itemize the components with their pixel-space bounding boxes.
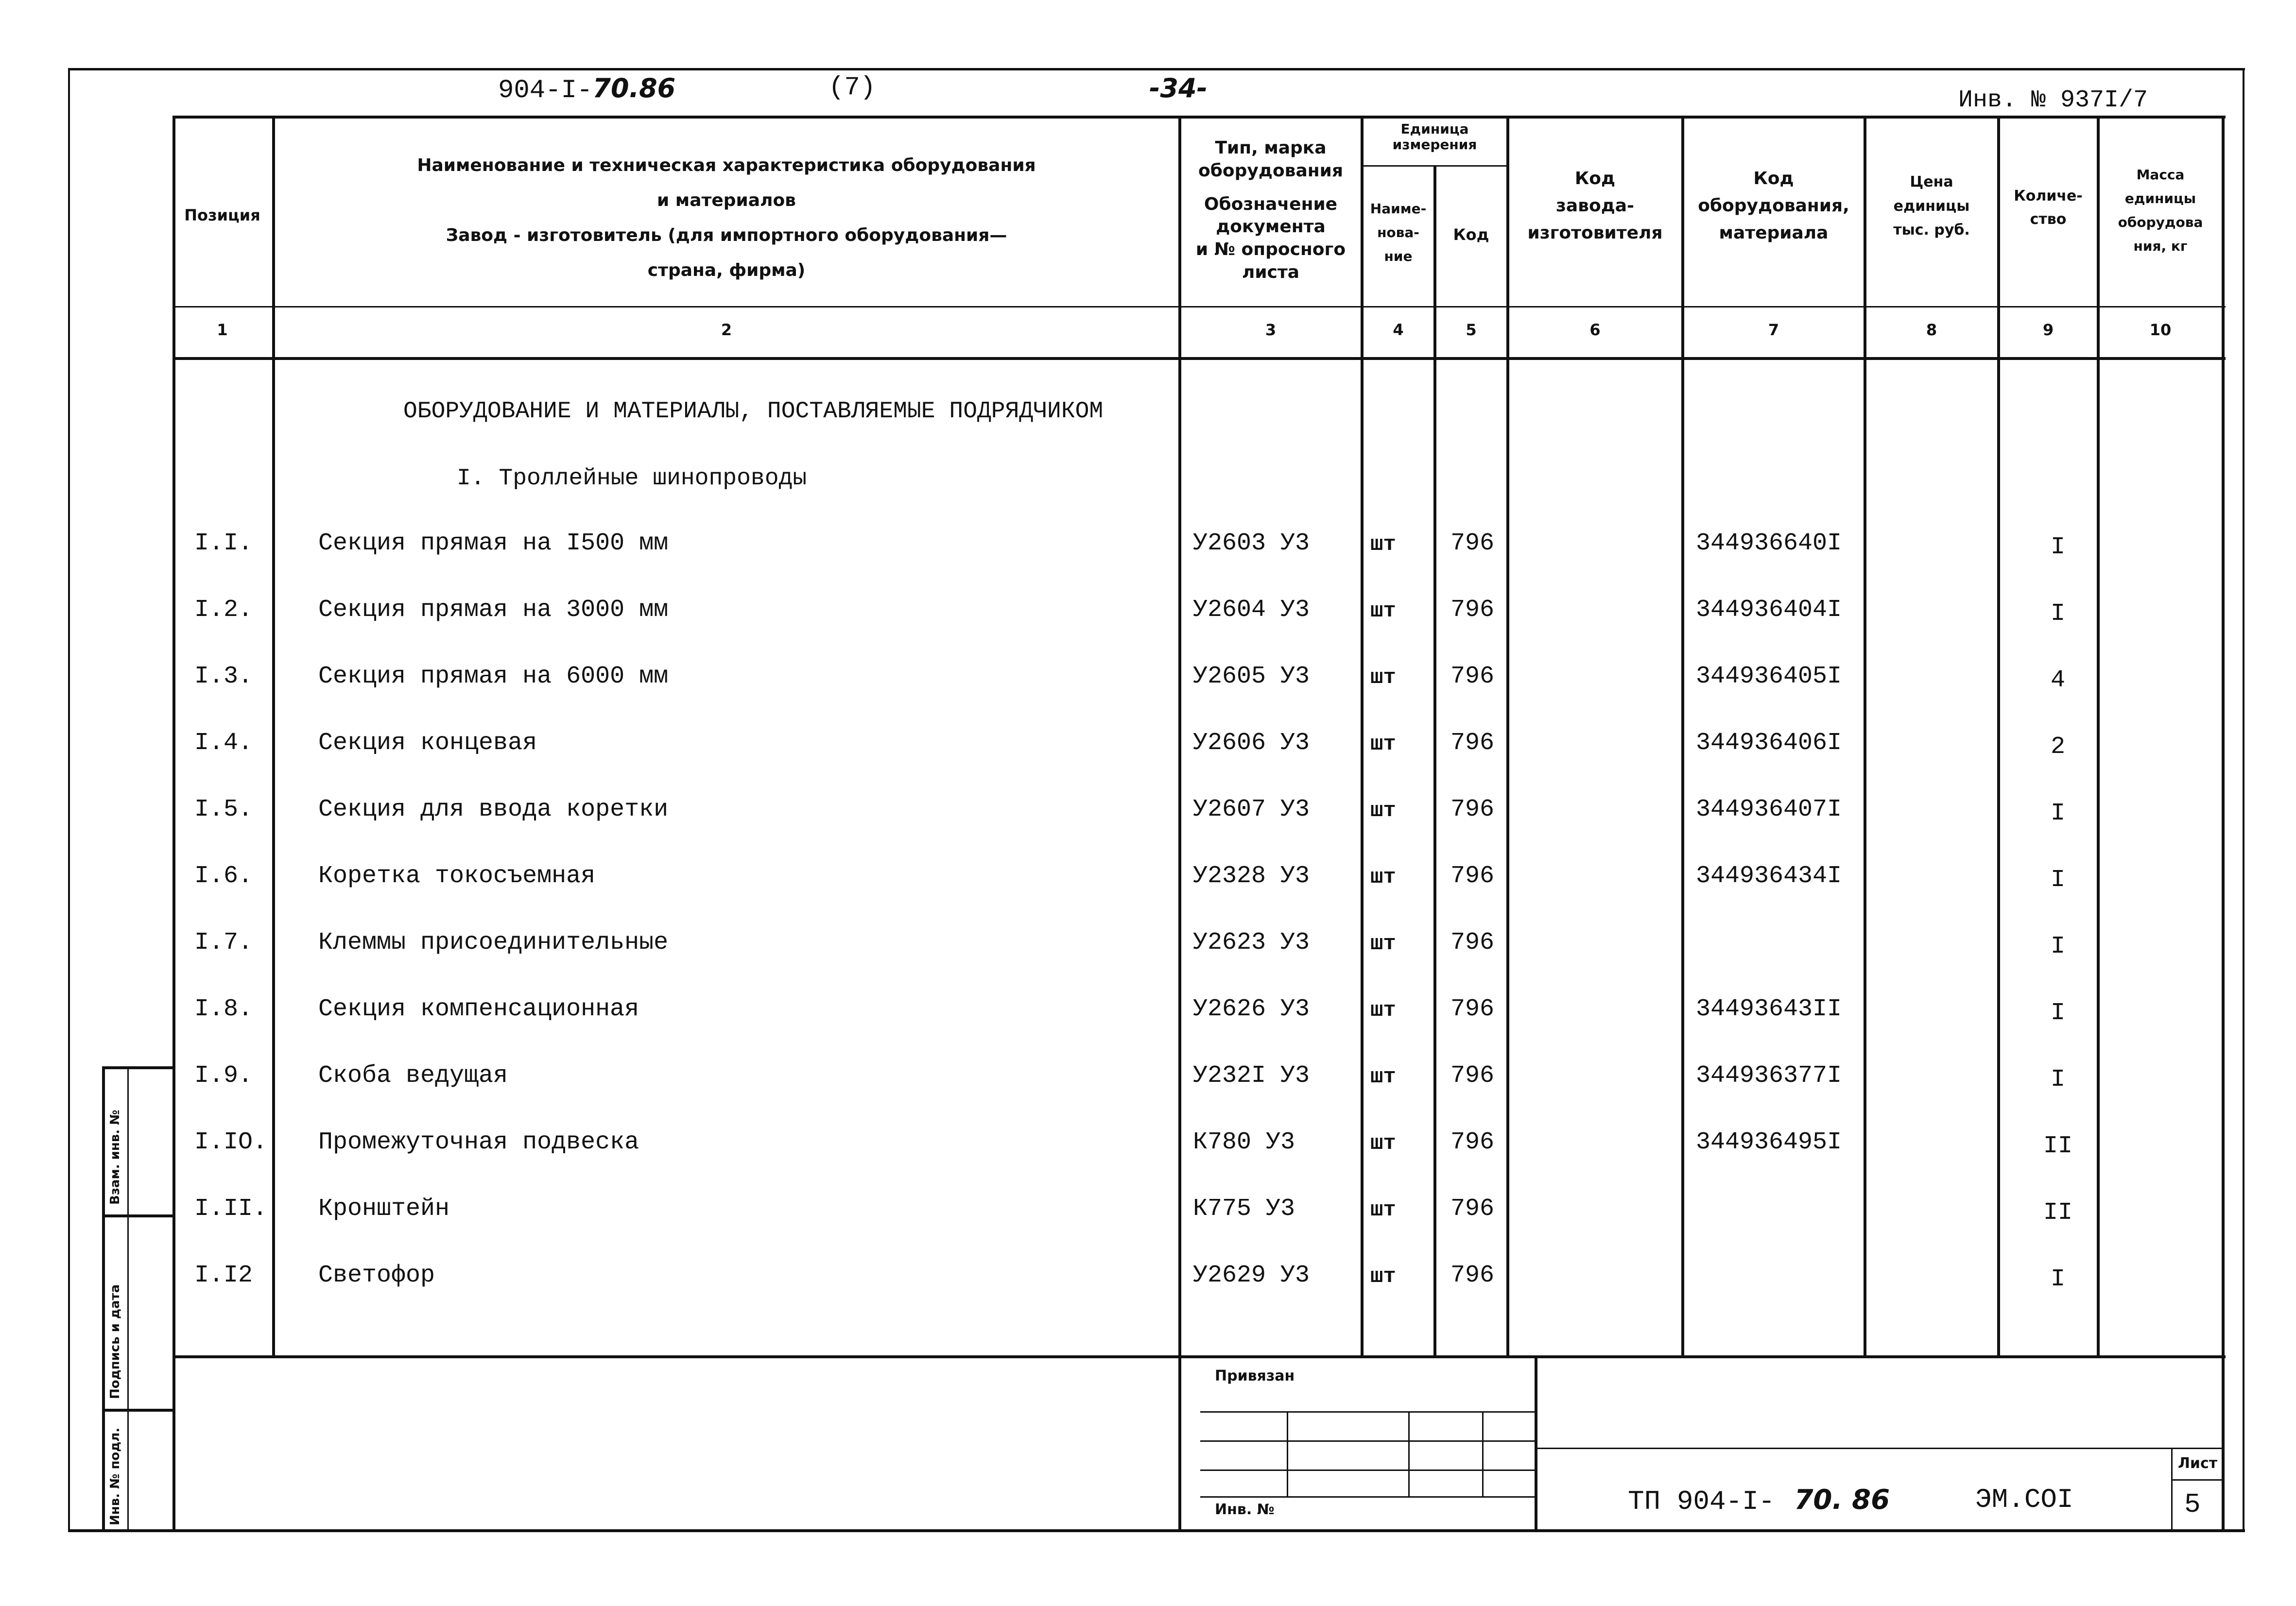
top-border [68, 68, 2245, 70]
colnum-1: 1 [217, 321, 228, 339]
header-material-code [1684, 165, 1864, 246]
header-name-line4: страна, фирма) [647, 260, 806, 280]
col-factorycode-left [1506, 116, 1509, 1358]
row-material-code: 344936406I [1696, 729, 1842, 757]
header-unit-name [1363, 197, 1433, 268]
header-qty-line1: Количе- [2014, 188, 2083, 205]
row-unit: шт [1370, 1264, 1396, 1289]
row-name: Секция прямая на 3000 мм [318, 596, 669, 624]
frame-right-line [2243, 68, 2244, 1531]
row-unit-code: 796 [1450, 862, 1495, 890]
row-material-code: 344936495I [1696, 1128, 1842, 1156]
doc-code-prefix: 904-I- [498, 76, 593, 105]
header-price-line1: Цена [1910, 173, 1953, 190]
colnum-4: 4 [1393, 321, 1404, 339]
row-unit-code: 796 [1450, 663, 1495, 690]
row-material-code: 344936640I [1696, 530, 1842, 557]
header-factory-line3: изготовителя [1527, 222, 1663, 243]
stamp-line-2 [1200, 1440, 1535, 1442]
header-unit-name-line1: Наиме- [1370, 201, 1427, 217]
header-type-line6: листа [1242, 262, 1300, 282]
row-unit: шт [1370, 666, 1396, 690]
stamp-privyazan: Привязан [1215, 1367, 1295, 1384]
row-position: I.I2 [194, 1262, 253, 1289]
row-position: I.I. [194, 530, 253, 557]
title-block-line [1536, 1448, 2222, 1449]
colnum-bottom-line [173, 357, 2226, 360]
colnum-10: 10 [2149, 321, 2172, 339]
row-unit-code: 796 [1450, 796, 1495, 823]
row-unit-code: 796 [1450, 1128, 1495, 1156]
colnum-6: 6 [1589, 321, 1601, 339]
stamp-vline-2 [1408, 1411, 1410, 1496]
row-type: У2623 У3 [1193, 929, 1310, 957]
row-material-code: 344936405I [1696, 663, 1842, 690]
sidebar-signature-date: Подпись и дата [108, 1284, 122, 1399]
row-unit: шт [1370, 799, 1396, 823]
row-name: Секция прямая на I500 мм [318, 530, 669, 557]
header-type [1181, 137, 1361, 284]
header-position: Позиция [184, 206, 260, 224]
row-quantity: I [2050, 800, 2065, 827]
row-unit: шт [1370, 532, 1396, 557]
row-position: I.9. [194, 1062, 253, 1090]
row-unit: шт [1370, 1065, 1396, 1089]
body-bottom-line [173, 1355, 2226, 1358]
row-quantity: I [2050, 1066, 2065, 1093]
row-position: I.5. [194, 796, 253, 823]
paren-number: (7) [829, 73, 876, 103]
header-price [1866, 170, 1997, 242]
row-type: У2626 У3 [1193, 995, 1310, 1023]
stamp-inv-no: Инв. № [1215, 1501, 1275, 1518]
row-quantity: 2 [2050, 733, 2065, 761]
row-quantity: I [2050, 933, 2065, 960]
doc-code-top [498, 73, 675, 105]
header-mass-line3: оборудова [2118, 214, 2203, 230]
row-position: I.6. [194, 862, 253, 890]
row-type: У232I У3 [1193, 1062, 1310, 1090]
sidebar-vzam-inv: Взам. инв. № [108, 1110, 122, 1205]
colnum-9: 9 [2042, 321, 2054, 339]
row-name: Скоба ведущая [318, 1062, 508, 1090]
section-title: ОБОРУДОВАНИЕ И МАТЕРИАЛЫ, ПОСТАВЛЯЕМЫЕ ПОДРЯДЧИКОМ [403, 398, 1104, 425]
stamp-vline-3 [1482, 1411, 1484, 1496]
row-quantity: I [2050, 1265, 2065, 1293]
page-number: -34- [1149, 73, 1208, 103]
row-position: I.7. [194, 929, 253, 957]
row-position: I.3. [194, 663, 253, 690]
sidebar-inv-podl: Инв. № подл. [108, 1427, 122, 1525]
sidebar-line-1 [102, 1214, 175, 1217]
inventory-number: Инв. № 937I/7 [1958, 86, 2148, 114]
colnum-7: 7 [1768, 321, 1779, 339]
row-quantity: II [2043, 1199, 2072, 1227]
row-name: Коретка токосъемная [318, 862, 596, 890]
subsection-title: I. Троллейные шинопроводы [457, 465, 807, 492]
row-unit: шт [1370, 932, 1396, 956]
header-type-line1: Тип, марка [1215, 138, 1327, 158]
sheet-label: Лист [2178, 1455, 2218, 1472]
row-unit: шт [1370, 998, 1396, 1023]
title-doc-hand: 70. 86 [1794, 1484, 1890, 1516]
row-unit-code: 796 [1450, 1262, 1495, 1289]
row-name: Промежуточная подвеска [318, 1128, 639, 1156]
row-unit-code: 796 [1450, 729, 1495, 757]
sidebar-inner-line [127, 1066, 129, 1532]
row-quantity: 4 [2050, 666, 2065, 694]
row-position: I.4. [194, 729, 253, 757]
sidebar-left-line [102, 1066, 105, 1532]
row-quantity: I [2050, 533, 2065, 561]
header-name [277, 148, 1176, 288]
col-name-left [272, 116, 275, 1358]
col-unitname-left [1361, 116, 1364, 1358]
table-top-border [173, 116, 2226, 119]
frame-left-line [68, 68, 70, 1531]
colnum-8: 8 [1926, 321, 1937, 339]
row-type: У2606 У3 [1193, 729, 1310, 757]
header-factory-line1: Код [1574, 169, 1616, 188]
row-type: У2604 У3 [1193, 596, 1310, 624]
colnum-5: 5 [1466, 321, 1477, 339]
header-unit-name-line2: нова- [1377, 224, 1419, 240]
stamp-line-1 [1200, 1411, 1535, 1413]
doc-code-hand: 70.86 [592, 73, 676, 103]
colnum-2: 2 [721, 321, 732, 339]
row-name: Секция концевая [318, 729, 537, 757]
stamp-line-3 [1200, 1469, 1535, 1471]
row-unit-code: 796 [1450, 596, 1495, 624]
row-quantity: I [2050, 600, 2065, 628]
row-name: Секция прямая на 6000 мм [318, 663, 669, 690]
header-type-line2: оборудования [1198, 160, 1343, 181]
stamp-line-4 [1200, 1496, 1535, 1498]
row-type: У2629 У3 [1193, 1262, 1310, 1289]
col-unitcode-left [1433, 165, 1436, 1358]
row-type: У2603 У3 [1193, 530, 1310, 557]
row-unit: шт [1370, 1198, 1396, 1222]
header-name-line1: Наименование и техническая характеристика оборудования [417, 155, 1036, 175]
header-name-line3: Завод - изготовитель (для импортного оборудования— [446, 225, 1007, 245]
stamp-right-divider [1535, 1355, 1537, 1530]
header-price-line2: единицы [1893, 197, 1970, 215]
header-type-line5: и № опросного [1195, 239, 1346, 260]
sidebar-line-2 [102, 1409, 175, 1412]
header-price-line3: тыс. руб. [1893, 222, 1970, 239]
header-factory-line2: завода- [1555, 195, 1635, 216]
row-unit-code: 796 [1450, 995, 1495, 1023]
table-right-border [2222, 116, 2225, 1532]
row-quantity: I [2050, 999, 2065, 1027]
sheet-box-left [2171, 1448, 2173, 1530]
row-name: Клеммы присоединительные [318, 929, 669, 957]
header-unit-code: Код [1453, 225, 1489, 244]
row-quantity: II [2043, 1132, 2072, 1160]
colnum-3: 3 [1265, 321, 1277, 339]
header-factory-code [1509, 165, 1681, 246]
row-position: I.2. [194, 596, 253, 624]
header-bottom-line [173, 306, 2226, 308]
row-name: Кронштейн [318, 1195, 450, 1223]
sidebar-top-line [102, 1066, 175, 1069]
header-mass-line2: единицы [2124, 190, 2196, 206]
header-mass-line1: Масса [2136, 167, 2185, 183]
row-type: У2605 У3 [1193, 663, 1310, 690]
title-doc-number [1628, 1484, 1890, 1517]
header-unit-name-line3: ние [1384, 248, 1413, 264]
header-name-line2: и материалов [657, 190, 796, 210]
header-type-line3: Обозначение [1204, 194, 1338, 214]
row-position: I.8. [194, 995, 253, 1023]
row-name: Секция для ввода коретки [318, 796, 669, 823]
col-price-left [1864, 116, 1866, 1358]
header-quantity [2000, 185, 2097, 231]
row-unit: шт [1370, 865, 1396, 889]
header-material-line2: оборудования, [1698, 195, 1849, 216]
header-unit-line1: Единица [1400, 121, 1469, 137]
row-position: I.IO. [194, 1128, 268, 1156]
col-matcode-left [1681, 116, 1684, 1358]
frame-bottom-line [68, 1529, 2245, 1532]
row-unit: шт [1370, 1131, 1396, 1156]
row-type: У2607 У3 [1193, 796, 1310, 823]
row-type: У2328 У3 [1193, 862, 1310, 890]
row-position: I.II. [194, 1195, 268, 1223]
header-material-line1: Код [1753, 169, 1794, 188]
sheet-box-divider [2171, 1479, 2222, 1481]
row-type: К775 У3 [1193, 1195, 1295, 1223]
row-material-code: 344936407I [1696, 796, 1842, 823]
header-type-line4: документа [1216, 217, 1326, 237]
row-material-code: 344936377I [1696, 1062, 1842, 1090]
header-material-line3: материала [1719, 222, 1829, 243]
row-unit-code: 796 [1450, 929, 1495, 957]
row-material-code: 34493643II [1696, 995, 1842, 1023]
title-doc-prefix: ТП 904-I- [1628, 1486, 1775, 1517]
row-material-code: 344936434I [1696, 862, 1842, 890]
header-mass [2099, 163, 2222, 258]
row-unit-code: 796 [1450, 1062, 1495, 1090]
row-material-code: 344936404I [1696, 596, 1842, 624]
row-unit: шт [1370, 599, 1396, 623]
row-unit: шт [1370, 732, 1396, 756]
row-type: К780 У3 [1193, 1128, 1295, 1156]
row-name: Секция компенсационная [318, 995, 639, 1023]
header-unit-line2: измерения [1392, 137, 1477, 153]
header-unit-group [1363, 121, 1506, 153]
row-unit-code: 796 [1450, 530, 1495, 557]
header-qty-line2: ство [2030, 211, 2067, 228]
sheet-number: 5 [2184, 1489, 2201, 1520]
row-unit-code: 796 [1450, 1195, 1495, 1223]
title-doc-code: ЭМ.СОI [1975, 1484, 2073, 1515]
header-mass-line4: ния, кг [2133, 238, 2188, 254]
stamp-vline-1 [1287, 1411, 1288, 1496]
row-name: Светофор [318, 1262, 435, 1289]
row-quantity: I [2050, 866, 2065, 894]
